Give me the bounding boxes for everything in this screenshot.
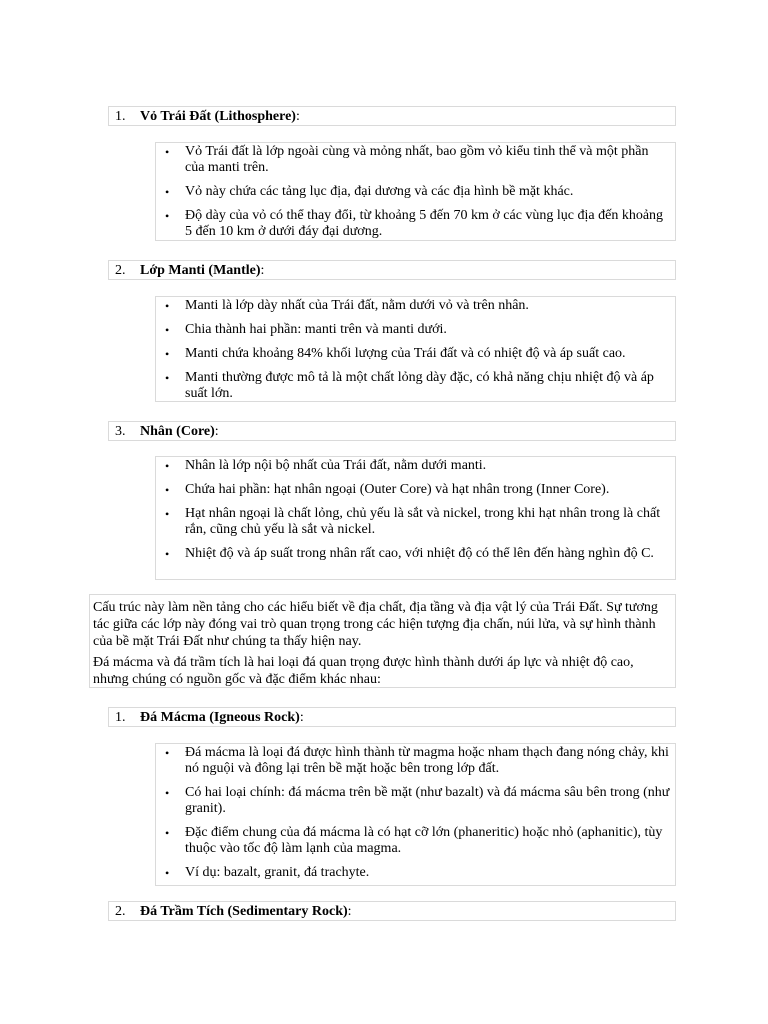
- rock-section-1-list: [155, 743, 676, 886]
- bullet-icon: •: [165, 746, 170, 760]
- list-item-text: Nhiệt độ và áp suất trong nhân rất cao, với nhiệt độ có thể lên đến hàng nghìn độ C.: [185, 546, 654, 561]
- list-item-text: Manti là lớp dày nhất của Trái đất, nằm dưới vỏ và trên nhân.: [185, 298, 529, 313]
- rock-section-1-number: 1.: [115, 710, 126, 725]
- section-1-list: [155, 142, 676, 241]
- section-3-number: 3.: [115, 424, 126, 439]
- section-3-list: [155, 456, 676, 580]
- section-3-title: Nhân (Core): [140, 424, 215, 439]
- rock-section-1-title: Đá Mácma (Igneous Rock): [140, 710, 300, 725]
- section-2-number: 2.: [115, 263, 126, 278]
- rock-section-1-suffix: :: [299, 710, 304, 725]
- rock-section-2-suffix: :: [347, 904, 352, 919]
- list-item-text: Manti chứa khoảng 84% khối lượng của Trái đất và có nhiệt độ và áp suất cao.: [185, 346, 626, 361]
- list-item: [156, 370, 675, 402]
- section-1-number: 1.: [115, 109, 126, 124]
- list-item: [156, 184, 675, 200]
- bullet-icon: •: [165, 786, 170, 800]
- paragraph: Đá mácma và đá trầm tích là hai loại đá quan trọng được hình thành dưới áp lực và nhiệt độ cao, nhưng chúng có nguồn gốc và đặc điểm khác nhau:: [93, 655, 634, 687]
- bullet-icon: •: [165, 145, 170, 159]
- list-item-text: Độ dày của vỏ có thể thay đổi, từ khoảng 5 đến 70 km ở các vùng lục địa đến khoảng 5 đến 10 km ở dưới đáy đại dương.: [185, 208, 664, 239]
- list-item-text: Hạt nhân ngoại là chất lỏng, chủ yếu là sắt và nickel, trong khi hạt nhân trong là chất rắn, cũng chủ yếu là sắt và nickel.: [185, 506, 661, 537]
- list-item: [156, 865, 675, 881]
- list-item: [156, 785, 675, 817]
- list-item-text: Đặc điểm chung của đá mácma là có hạt cỡ lớn (phaneritic) hoặc nhỏ (aphanitic), tùy thuộc vào tốc độ làm lạnh của magma.: [185, 825, 663, 856]
- bullet-icon: •: [165, 483, 170, 497]
- list-item-text: Nhân là lớp nội bộ nhất của Trái đất, nằm dưới manti.: [185, 458, 487, 473]
- list-item-text: Manti thường được mô tả là một chất lỏng dày đặc, có khả năng chịu nhiệt độ và áp suất lớn.: [185, 370, 654, 401]
- list-item: [156, 208, 675, 240]
- bullet-icon: •: [165, 826, 170, 840]
- list-item: [156, 298, 675, 314]
- bullet-icon: •: [165, 347, 170, 361]
- list-item-text: Đá mácma là loại đá được hình thành từ magma hoặc nham thạch đang nóng chảy, khi nó nguội và đông lại trên bề mặt hoặc bên trong lớp đất.: [185, 745, 669, 776]
- bullet-icon: •: [165, 209, 170, 223]
- list-item: [156, 482, 675, 498]
- rock-section-2-number: 2.: [115, 904, 126, 919]
- section-3-suffix: :: [214, 424, 219, 439]
- section-1-title: Vỏ Trái Đất (Lithosphere): [140, 109, 296, 124]
- list-item-text: Ví dụ: bazalt, granit, đá trachyte.: [185, 865, 370, 880]
- bullet-icon: •: [165, 507, 170, 521]
- bullet-icon: •: [165, 866, 170, 880]
- section-1-heading: [108, 106, 676, 126]
- list-item: [156, 506, 675, 538]
- list-item: [156, 144, 675, 176]
- list-item: [156, 825, 675, 857]
- bullet-icon: •: [165, 371, 170, 385]
- rock-section-2-title: Đá Trầm Tích (Sedimentary Rock): [140, 904, 348, 919]
- summary-paragraphs: [89, 594, 676, 688]
- rock-section-1-heading: [108, 707, 676, 727]
- list-item-text: Có hai loại chính: đá mácma trên bề mặt (như bazalt) và đá mácma sâu bên trong (như granit).: [185, 785, 670, 816]
- bullet-icon: •: [165, 185, 170, 199]
- list-item-text: Vỏ Trái đất là lớp ngoài cùng và mỏng nhất, bao gồm vỏ kiểu tinh thể và một phần của manti trên.: [185, 144, 649, 175]
- bullet-icon: •: [165, 299, 170, 313]
- bullet-icon: •: [165, 459, 170, 473]
- bullet-icon: •: [165, 323, 170, 337]
- paragraph: Cấu trúc này làm nền tảng cho các hiểu biết về địa chất, địa tầng và địa vật lý của Trái Đất. Sự tương tác giữa các lớp này đóng vai trò quan trọng trong các hiện tượng địa chấn, núi lửa, và sự hình thành của bề mặt Trái Đất như chúng ta thấy hiện nay.: [93, 600, 658, 649]
- section-1-suffix: :: [295, 109, 300, 124]
- list-item: [156, 346, 675, 362]
- list-item-text: Chứa hai phần: hạt nhân ngoại (Outer Core) và hạt nhân trong (Inner Core).: [185, 482, 610, 497]
- list-item: [156, 745, 675, 777]
- list-item: [156, 322, 675, 338]
- bullet-icon: •: [165, 547, 170, 561]
- section-2-title: Lớp Manti (Mantle): [140, 263, 261, 278]
- section-2-list: [155, 296, 676, 402]
- rock-section-2-heading: [108, 901, 676, 921]
- section-2-suffix: :: [260, 263, 265, 278]
- section-3-heading: [108, 421, 676, 441]
- list-item: [156, 458, 675, 474]
- section-2-heading: [108, 260, 676, 280]
- list-item: [156, 546, 675, 562]
- list-item-text: Vỏ này chứa các tảng lục địa, đại dương và các địa hình bề mặt khác.: [185, 184, 574, 199]
- list-item-text: Chia thành hai phần: manti trên và manti dưới.: [185, 322, 447, 337]
